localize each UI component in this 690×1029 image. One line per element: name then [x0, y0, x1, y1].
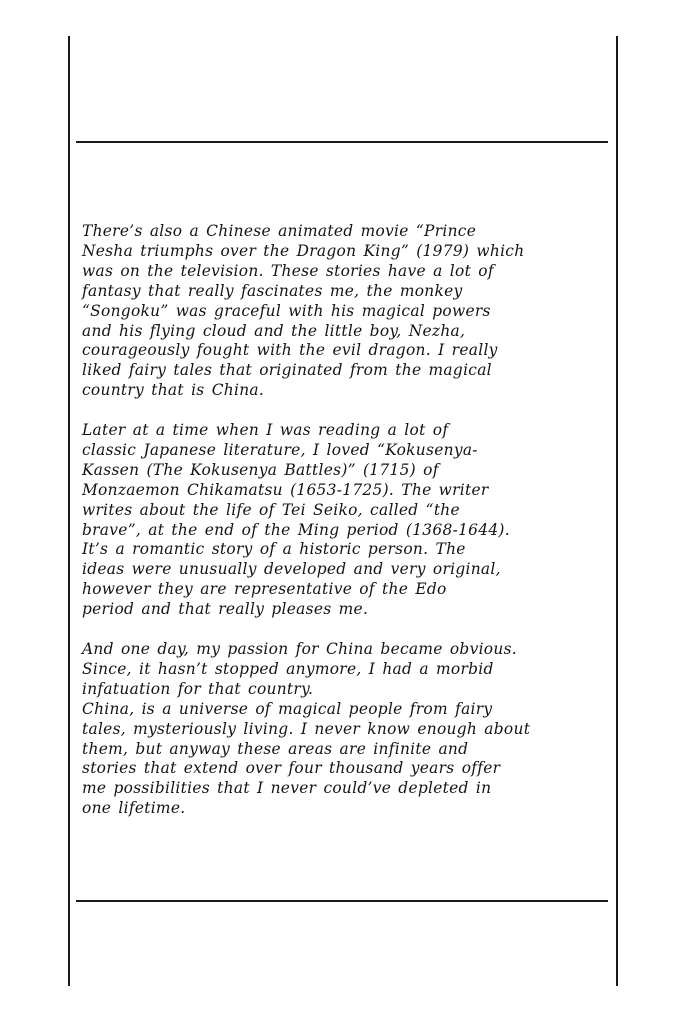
right-border-line — [616, 36, 618, 986]
top-divider-line — [76, 141, 608, 143]
text-line: Since, it hasn’t stopped anymore, I had a morbid — [82, 659, 494, 678]
text-line: liked fairy tales that originated from the magical — [82, 361, 492, 380]
text-line: brave”, at the end of the Ming period (1368-1644). — [82, 520, 510, 539]
text-line: and his flying cloud and the little boy, Nezha, — [82, 321, 466, 340]
text-line: tales, mysteriously living. I never know enough about — [82, 719, 531, 738]
text-line: And one day, my passion for China became obvious. — [82, 640, 517, 658]
text-line: one lifetime. — [82, 799, 186, 818]
text-line: It’s a romantic story of a historic person. The — [82, 540, 466, 559]
text-line: “Songoku” was graceful with his magical powers — [82, 301, 491, 320]
body-text — [82, 222, 598, 839]
text-line: infatuation for that country. — [82, 679, 314, 698]
text-line: period and that really pleases me. — [82, 600, 369, 619]
left-border-line — [68, 36, 70, 986]
text-line: country that is China. — [82, 381, 265, 400]
paragraph-2 — [82, 421, 598, 620]
text-line: however they are representative of the Edo — [82, 580, 447, 599]
text-line: fantasy that really fascinates me, the monkey — [82, 281, 463, 300]
text-line: There’s also a Chinese animated movie “Prince — [82, 222, 477, 240]
text-line: me possibilities that I never could’ve depleted in — [82, 779, 492, 798]
text-line: China, is a universe of magical people from fairy — [82, 699, 493, 718]
text-line: Nesha triumphs over the Dragon King” (1979) which — [82, 241, 525, 260]
text-line: writes about the life of Tei Seiko, called “the — [82, 500, 460, 519]
paragraph-1 — [82, 222, 598, 401]
bottom-divider-line — [76, 900, 608, 902]
text-line: classic Japanese literature, I loved “Kokusenya- — [82, 440, 478, 459]
text-line: courageously fought with the evil dragon. I really — [82, 341, 498, 360]
text-line: was on the television. These stories have a lot of — [82, 261, 494, 280]
text-line: Monzaemon Chikamatsu (1653-1725). The writer — [82, 480, 489, 499]
text-line: them, but anyway these areas are infinite and — [82, 739, 469, 758]
text-line: ideas were unusually developed and very original, — [82, 560, 501, 579]
text-line: stories that extend over four thousand years offer — [82, 759, 501, 778]
paragraph-3 — [82, 640, 598, 819]
text-line: Kassen (The Kokusenya Battles)” (1715) of — [82, 460, 439, 479]
text-line: Later at a time when I was reading a lot of — [82, 421, 449, 440]
